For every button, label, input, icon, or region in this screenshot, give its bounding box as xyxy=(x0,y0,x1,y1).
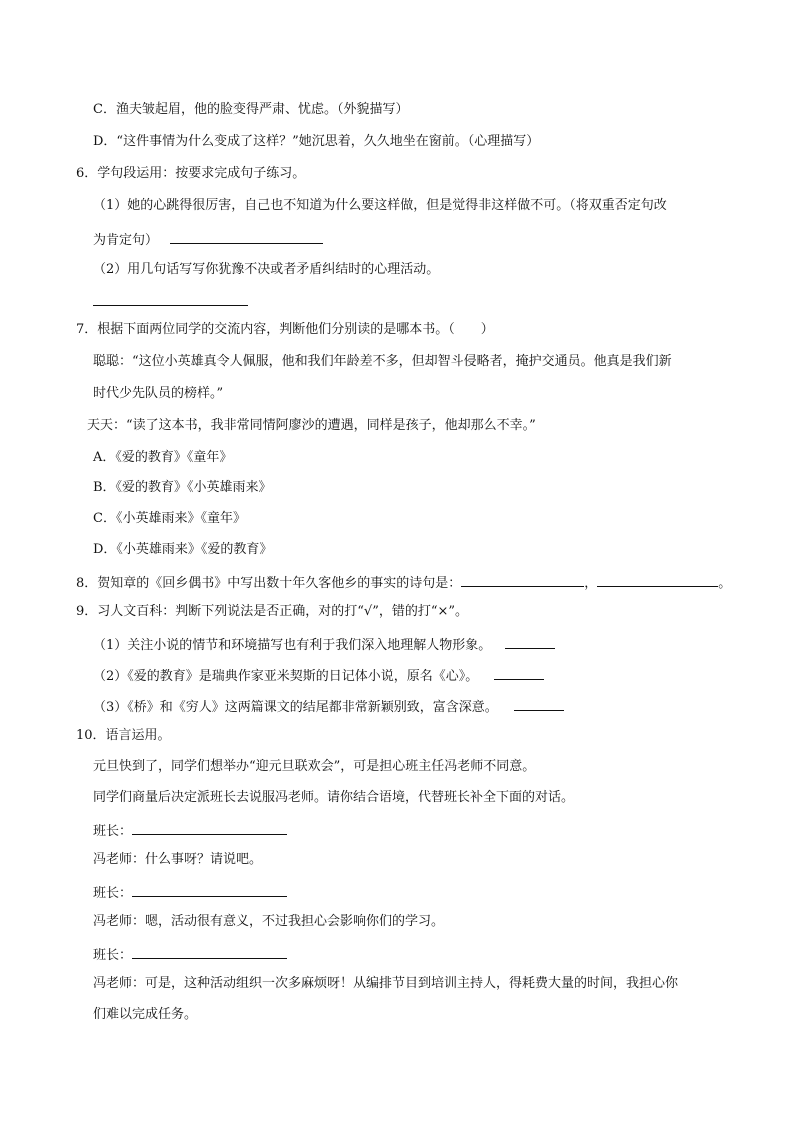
q5-option-c: C．渔夫皱起眉，他的脸变得严肃、忧虑。（外貌描写） xyxy=(93,102,409,117)
q10-monitor-line-1 xyxy=(93,820,287,841)
q9-item1-text: （1）关注小说的情节和环境描写也有利于我们深入地理解人物形象。 xyxy=(93,638,492,653)
q7-option-c: C．《小英雄雨来》《童年》 xyxy=(93,511,246,526)
q6-item1-answer-blank[interactable] xyxy=(170,229,323,244)
q10-teacher-line-3a: 冯老师：可是，这种活动组织一次多麻烦呀！从编排节目到培训主持人，得耗费大量的时间，我担心你 xyxy=(93,976,679,991)
q10-monitor-label-1: 班长： xyxy=(93,824,133,839)
q7-option-a: A．《爱的教育》《童年》 xyxy=(93,450,233,465)
q8-text: 8．贺知章的《回乡偶书》中写出数十年久客他乡的事实的诗句是： xyxy=(76,576,462,591)
q10-teacher-line-2: 冯老师：嗯，活动很有意义，不过我担心会影响你们的学习。 xyxy=(93,914,445,929)
q9-item2-answer-blank[interactable] xyxy=(494,665,544,680)
q6-item2-answer-blank[interactable] xyxy=(93,291,248,306)
q9-item2-text: （2）《爱的教育》是瑞典作家亚米契斯的日记体小说，原名《心》。 xyxy=(93,669,479,684)
q9-item1-answer-blank[interactable] xyxy=(505,634,555,649)
q8-line xyxy=(76,572,731,593)
q9-item2 xyxy=(93,665,544,686)
q8-comma: ， xyxy=(584,576,598,591)
q7-congcong-line2: 时代少先队员的榜样。” xyxy=(93,386,224,401)
q9-item3 xyxy=(93,696,564,717)
q6-title: 6．学句段运用：按要求完成句子练习。 xyxy=(76,166,306,181)
q10-title: 10．语言运用。 xyxy=(76,728,171,743)
q6-item1-line2 xyxy=(93,229,323,250)
q6-item2: （2）用几句话写写你犹豫不决或者矛盾纠结时的心理活动。 xyxy=(93,262,440,277)
q9-item3-answer-blank[interactable] xyxy=(514,696,564,711)
q7-tiantian: 天天：“读了这本书，我非常同情阿廖沙的遭遇，同样是孩子，他却那么不幸。” xyxy=(87,418,536,433)
q9-title: 9．习人文百科：判断下列说法是否正确，对的打“√”，错的打“×”。 xyxy=(76,604,469,619)
q8-answer-blank-2[interactable] xyxy=(597,572,718,587)
q10-intro2: 同学们商量后决定派班长去说服冯老师。请你结合语境，代替班长补全下面的对话。 xyxy=(93,790,575,805)
q7-congcong-line1: 聪聪：“这位小英雄真令人佩服，他和我们年龄差不多，但却智斗侵略者，掩护交通员。他真是我们新 xyxy=(93,354,672,369)
q10-monitor-label-3: 班长： xyxy=(93,948,133,963)
q10-monitor-answer-blank-3[interactable] xyxy=(132,944,287,959)
q10-intro1: 元旦快到了，同学们想举办“迎元旦联欢会”，可是担心班主任冯老师不同意。 xyxy=(93,759,536,774)
q10-monitor-line-2 xyxy=(93,882,287,903)
q7-option-d: D．《小英雄雨来》《爱的教育》 xyxy=(93,542,273,557)
q7-option-b: B．《爱的教育》《小英雄雨来》 xyxy=(93,480,272,495)
q8-answer-blank-1[interactable] xyxy=(461,572,584,587)
q7-title: 7．根据下面两位同学的交流内容，判断他们分别读的是哪本书。（ ） xyxy=(76,322,494,337)
q10-monitor-answer-blank-1[interactable] xyxy=(132,820,287,835)
q10-teacher-line-1: 冯老师：什么事呀？请说吧。 xyxy=(93,852,263,867)
q10-teacher-line-3b: 们难以完成任务。 xyxy=(93,1007,198,1022)
q6-item1-line1: （1）她的心跳得很厉害，自己也不知道为什么要这样做，但是觉得非这样做不可。（将双重否定句改 xyxy=(93,198,667,213)
q10-monitor-label-2: 班长： xyxy=(93,886,133,901)
q10-monitor-answer-blank-2[interactable] xyxy=(132,882,287,897)
q9-item3-text: （3）《桥》和《穷人》这两篇课文的结尾都非常新颖别致，富含深意。 xyxy=(93,700,498,715)
q6-item1-line2-text: 为肯定句） xyxy=(93,233,159,248)
q5-option-d: D．“这件事情为什么变成了这样？”她沉思着，久久地坐在窗前。（心理描写） xyxy=(93,134,540,149)
q8-period: 。 xyxy=(718,576,732,591)
q6-item2-answer-line[interactable] xyxy=(93,291,248,312)
q10-monitor-line-3 xyxy=(93,944,287,965)
q9-item1 xyxy=(93,634,555,655)
